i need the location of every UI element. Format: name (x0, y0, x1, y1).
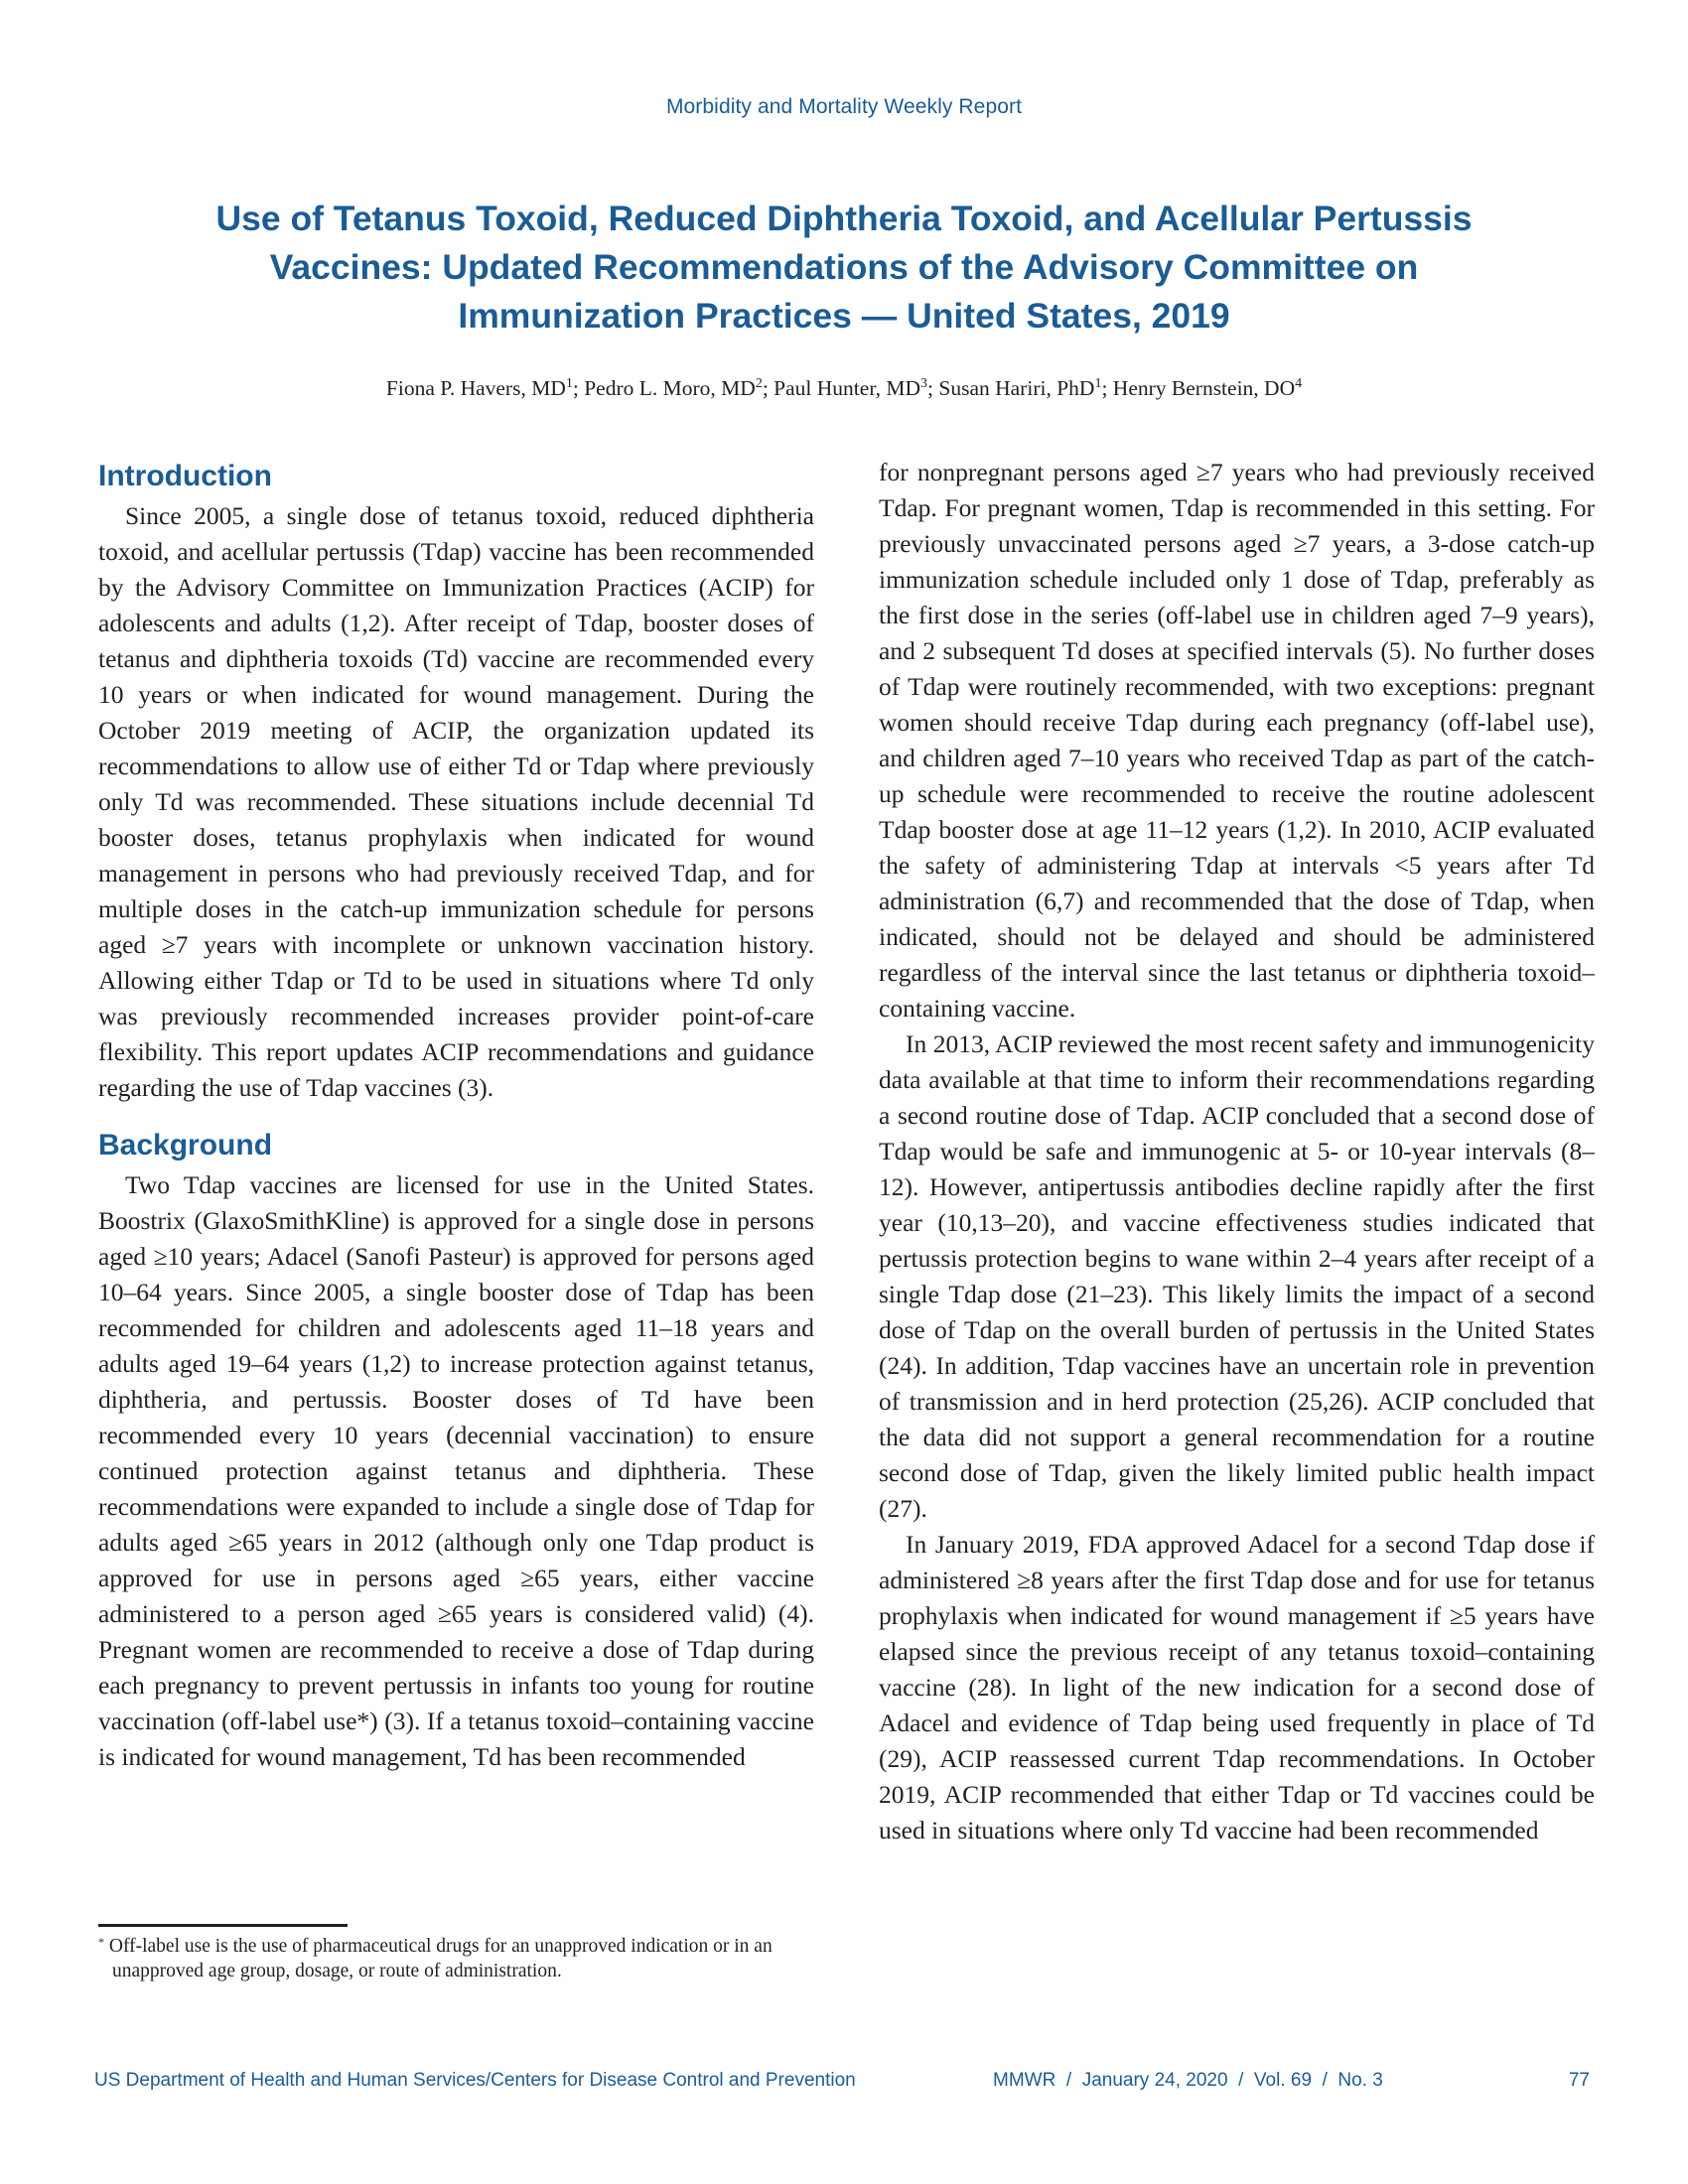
background-paragraph: Two Tdap vaccines are licensed for use in the United States. Boostrix (GlaxoSmithKline) is approved for a single dose in persons aged ≥10 years; Adacel (Sanofi Pasteur) is approved for persons aged 10–64 years. Since 2005, a single booster dose of Tdap has been recommended for children and adolescents aged 11–18 years and adults aged 19–64 years (1,2) to increase protection against tetanus, diphtheria, and pertussis. Booster doses of Td have been recommended every 10 years (decennial vaccination) to ensure continued protection against tetanus and diphtheria. These recommendations were expanded to include a single dose of Tdap for adults aged ≥65 years in 2012 (although only one Tdap product is approved for use in persons aged ≥65 years, either vaccine administered to a person aged ≥65 years is considered valid) (4). Pregnant women are recommended to receive a dose of Tdap during each pregnancy to prevent pertussis in infants too young for routine vaccination (off-label use*) (3). If a tetanus toxoid–containing vaccine is indicated for wound management, Td has been recommended (98, 1170, 814, 1771)
journal-name: Morbidity and Mortality Weekly Report (665, 95, 1023, 118)
right-column (879, 455, 1595, 1848)
author-separator: ; (927, 376, 939, 400)
page-number: 77 (1568, 2070, 1590, 2091)
page-footer (0, 2070, 1688, 2100)
background-paragraph-continued: for nonpregnant persons aged ≥7 years who had previously received Tdap. For pregnant women, Tdap is recommended in this setting. For previously unvaccinated persons aged ≥7 years, a 3-dose catch-up immunization schedule included only 1 dose of Tdap, preferably as the first dose in the series (off-label use in children aged 7–9 years), and 2 subsequent Td doses at specified intervals (5). No further doses of Tdap were routinely recommended, with two exceptions: pregnant women should receive Tdap during each pregnancy (off-label use), and children aged 7–10 years who received Tdap as part of the catch-up schedule were recommended to receive the routine adolescent Tdap booster dose at age 11–12 years (1,2). In 2010, ACIP evaluated the safety of administering Tdap at intervals <5 years after Td administration (6,7) and recommended that the dose of Tdap, when indicated, should not be delayed and should be administered regardless of the interval since the last tetanus or diphtheria toxoid–containing vaccine. (879, 458, 1595, 1023)
title-line: Vaccines: Updated Recommendations of the Advisory Committee on (269, 247, 1419, 287)
article-title (109, 195, 1579, 341)
background-paragraph: In January 2019, FDA approved Adacel for a second Tdap dose if administered ≥8 years after the first Tdap dose and for use for tetanus prophylaxis when indicated for wound management if ≥5 years have elapsed since the previous receipt of any tetanus toxoid–containing vaccine (28). In light of the new indication for a second dose of Adacel and evidence of Tdap being used frequently in place of Td (29), ACIP reassessed current Tdap recommendations. In October 2019, ACIP recommended that either Tdap or Td vaccines could be used in situations where only Td vaccine had been recommended (879, 1530, 1595, 1844)
section-heading-introduction: Introduction (98, 460, 272, 492)
author-name: Fiona P. Havers, MD (385, 376, 566, 400)
author-name: Susan Hariri, PhD (938, 376, 1095, 400)
affiliation-marker: 2 (755, 376, 763, 391)
affiliation-marker: 1 (1094, 376, 1102, 391)
affiliation-marker: 3 (920, 376, 928, 391)
author-separator: ; (572, 376, 585, 400)
author-name: Pedro L. Moro, MD (584, 376, 756, 400)
author-separator: ; (1101, 376, 1113, 400)
affiliation-marker: 1 (565, 376, 573, 391)
author-separator: ; (762, 376, 774, 400)
author-list (0, 376, 1688, 401)
footnote-text: Off-label use is the use of pharmaceutical drugs for an unapproved indication or in an unapproved age group, dosage, or route of administration. (108, 1936, 773, 1981)
background-paragraph: In 2013, ACIP reviewed the most recent safety and immunogenicity data available at that time to inform their recommendations regarding a second routine dose of Tdap. ACIP concluded that a second dose of Tdap would be safe and immunogenic at 5- or 10-year intervals (8–12). However, antipertussis antibodies decline rapidly after the first year (10,13–20), and vaccine effectiveness studies indicated that pertussis protection begins to wane within 2–4 years after receipt of a single Tdap dose (21–23). This likely limits the impact of a second dose of Tdap on the overall burden of pertussis in the United States (24). In addition, Tdap vaccines have an uncertain role in prevention of transmission and in herd protection (25,26). ACIP concluded that the data did not support a general recommendation for a routine second dose of Tdap, given the likely limited public health impact (27). (879, 1029, 1595, 1523)
title-line: Immunization Practices — United States, 2019 (458, 296, 1230, 336)
affiliation-marker: 4 (1295, 376, 1303, 391)
title-line: Use of Tetanus Toxoid, Reduced Diphtheria Toxoid, and Acellular Pertussis (215, 199, 1473, 238)
footnote-divider (98, 1924, 348, 1927)
footer-agency: US Department of Health and Human Services/Centers for Disease Control and Prevention (94, 2070, 856, 2091)
footnote (98, 1930, 818, 1983)
author-name: Paul Hunter, MD (774, 376, 921, 400)
section-heading-background: Background (98, 1129, 273, 1161)
footer-citation: MMWR / January 24, 2020 / Vol. 69 / No. 3 (993, 2070, 1383, 2091)
left-column (98, 455, 814, 1775)
introduction-paragraph: Since 2005, a single dose of tetanus toxoid, reduced diphtheria toxoid, and acellular pertussis (Tdap) vaccine has been recommended by the Advisory Committee on Immunization Practices (ACIP) for adolescents and adults (1,2). After receipt of Tdap, booster doses of tetanus and diphtheria toxoids (Td) vaccine are recommended every 10 years or when indicated for wound management. During the October 2019 meeting of ACIP, the organization updated its recommendations to allow use of either Td or Tdap where previously only Td was recommended. These situations include decennial Td booster doses, tetanus prophylaxis when indicated for wound management in persons who had previously received Tdap, and for multiple doses in the catch-up immunization schedule for persons aged ≥7 years with incomplete or unknown vaccination history. Allowing either Tdap or Td to be used in situations where Td only was previously recommended increases provider point-of-care flexibility. This report updates ACIP recommendations and guidance regarding the use of Tdap vaccines (3). (98, 501, 814, 1102)
author-name: Henry Bernstein, DO (1112, 376, 1296, 400)
footnote-marker: * (98, 1935, 104, 1949)
